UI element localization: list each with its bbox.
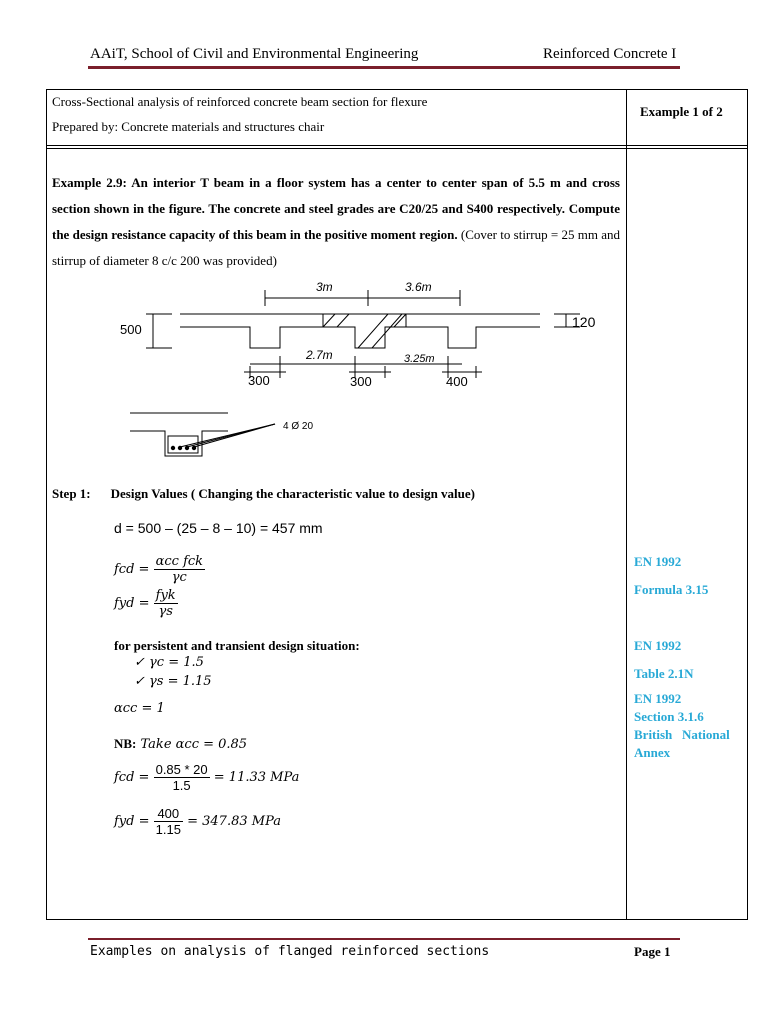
page-number: Page 1: [634, 944, 671, 959]
header-course: Reinforced Concrete I: [543, 46, 677, 62]
example-label: Example 1 of 2: [640, 104, 723, 119]
footer-rule: [88, 938, 680, 940]
nb-label: NB:: [114, 736, 137, 751]
ref3-annex-line1: British National: [634, 727, 730, 742]
fyd2-numerator: 400: [154, 806, 183, 822]
problem-bold-text: Example 2.9: An interior T beam in a floor system has a center to center span of 5.5 m and cross section shown in the figure. The concrete and steel grades are C20/25 and S400 respectively. Compute the design resistance capacity of this beam in the positive moment region.: [52, 175, 620, 242]
footer-title: Examples on analysis of flanged reinforced sections: [90, 944, 490, 959]
fcd2-lhs: fcd =: [114, 770, 150, 785]
design-situation-label: for persistent and transient design situation:: [114, 638, 360, 653]
fyd2-lhs: fyd =: [114, 814, 150, 829]
fcd-numerator: αcc fck: [155, 554, 204, 569]
dim-3-6m: 3.6m: [405, 280, 432, 294]
step1-label: Step 1:: [52, 486, 91, 501]
ref-en1992-section: [634, 690, 746, 762]
fyd-formula: [114, 588, 178, 619]
gamma-s-check: ✓ γs = 1.15: [134, 674, 212, 689]
fcd-denominator: γc: [171, 570, 187, 585]
header-institution: AAiT, School of Civil and Environmental Engineering: [90, 46, 419, 62]
fyd2-result: = 347.83 MPa: [187, 814, 281, 829]
problem-note: (Cover to stirrup = 25 mm and stirrup of diameter 8 c/c 200 was provided): [52, 227, 620, 268]
fcd-lhs: fcd =: [114, 562, 150, 577]
nb-text: Take αcc = 0.85: [136, 737, 248, 752]
dim-300-middle: 300: [350, 374, 372, 389]
problem-statement: [52, 170, 620, 274]
fyd-result: [114, 806, 281, 837]
ref1-code: EN 1992: [634, 554, 682, 569]
ref3-item: Section 3.1.6: [634, 709, 704, 724]
nb-note: [114, 736, 247, 752]
dim-2-7m: 2.7m: [306, 348, 333, 362]
dim-500: 500: [120, 322, 142, 337]
ref2-code: EN 1992: [634, 638, 682, 653]
dim-3-25m: 3.25m: [404, 353, 435, 365]
title-divider-double: [46, 148, 748, 149]
fcd-formula: [114, 554, 205, 585]
column-divider: [626, 89, 627, 920]
fcd-result: [114, 762, 299, 793]
ref-en1992-table: [634, 637, 693, 683]
fcd2-numerator: 0.85 * 20: [155, 762, 208, 777]
fyd-denominator: γs: [158, 604, 173, 619]
box-prepared-by: Prepared by: Concrete materials and structures chair: [52, 119, 325, 134]
fyd2-denominator: 1.15: [155, 822, 181, 837]
ref3-annex-line2: Annex: [634, 745, 671, 760]
title-divider: [46, 145, 748, 146]
gamma-c-check: ✓ γc = 1.5: [134, 655, 204, 670]
dim-120: 120: [572, 314, 596, 330]
dim-3m: 3m: [316, 280, 333, 294]
t-beam-figure: [110, 276, 620, 466]
fcd2-result: = 11.33 MPa: [213, 770, 300, 785]
step1-text: Design Values ( Changing the characteristic value to design value): [110, 486, 476, 501]
fyd-numerator: fyk: [155, 588, 176, 603]
dim-400: 400: [446, 374, 468, 389]
fyd-lhs: fyd =: [114, 596, 150, 611]
box-title: Cross-Sectional analysis of reinforced concrete beam section for flexure: [52, 94, 428, 109]
dim-300-left: 300: [248, 373, 270, 388]
ref-en1992-formula: [634, 553, 708, 599]
rebar-label: 4 Ø 20: [283, 421, 314, 432]
alpha-cc-value: αcc = 1: [114, 701, 165, 716]
ref1-item: Formula 3.15: [634, 582, 709, 597]
fcd2-denominator: 1.5: [172, 778, 191, 793]
ref3-code: EN 1992: [634, 691, 682, 706]
step1-heading: [52, 486, 475, 502]
ref2-item: Table 2.1N: [634, 666, 694, 681]
header-rule: [88, 66, 680, 69]
effective-depth-equation: d = 500 – (25 – 8 – 10) = 457 mm: [114, 520, 323, 536]
